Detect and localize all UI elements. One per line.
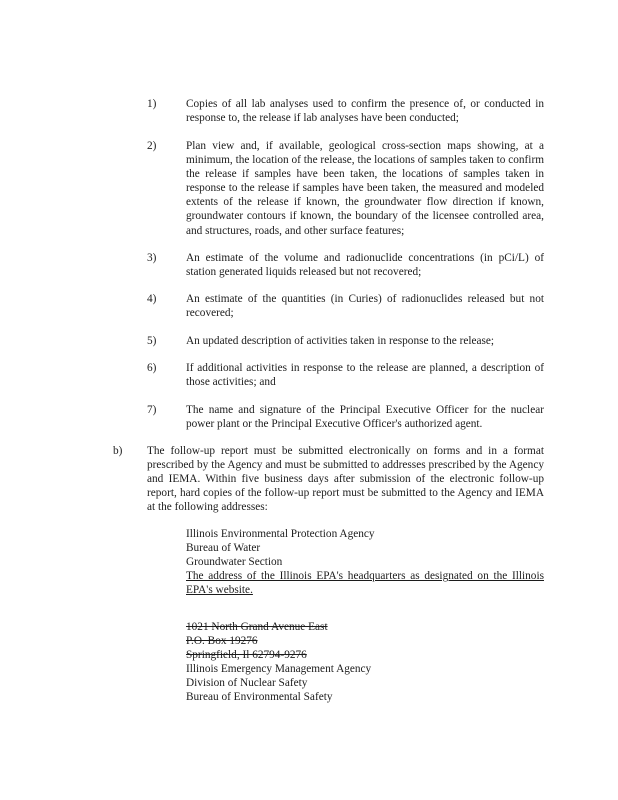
iema-address-line2: Division of Nuclear Safety	[186, 677, 308, 690]
item-4-number: 4)	[147, 293, 157, 305]
item-2-text: Plan view and, if available, geological cross-section maps showing, at a minimum, the location of the release, the locations of samples taken to confirm the release if samples have been taken, the locations of samples taken in response to the release if samples have been taken, the measured and modeled extents of the release if known, the groundwater flow direction if known, groundwater contours if known, the boundary of the licensee controlled area, and structures, roads, and other surface features;	[186, 140, 544, 237]
iepa-address-line3: Groundwater Section	[186, 556, 283, 569]
item-5-text: An updated description of activities taken in response to the release;	[186, 335, 495, 347]
section-b-label: b)	[113, 445, 123, 457]
item-3-number: 3)	[147, 252, 157, 264]
item-4-text: An estimate of the quantities (in Curies) of radionuclides released but not recovered;	[186, 293, 544, 320]
deleted-address-line3: Springfield, Il 62794-9276	[186, 649, 307, 662]
item-3-text: An estimate of the volume and radionuclide concentrations (in pCi/L) of station generated liquids released but not recovered;	[186, 252, 544, 279]
item-6-text: If additional activities in response to the release are planned, a description of those activities; and	[186, 362, 544, 389]
deleted-address	[186, 620, 328, 662]
deleted-address-line1: 1021 North Grand Avenue East	[186, 621, 328, 633]
item-1-number: 1)	[147, 98, 157, 110]
iema-address-line1: Illinois Emergency Management Agency	[186, 663, 372, 675]
section-b-text: The follow-up report must be submitted electronically on forms and in a format prescribed by the Agency and must be submitted to addresses prescribed by the Agency and IEMA. Within five business days after submission of the electronic follow-up report, hard copies of the follow-up report must be submitted to the Agency and IEMA at the following addresses:	[147, 445, 544, 514]
iema-address-line3: Bureau of Environmental Safety	[186, 691, 333, 704]
item-1-text: Copies of all lab analyses used to confirm the presence of, or conducted in response to, the release if lab analyses have been conducted;	[186, 98, 544, 125]
iepa-address	[186, 527, 546, 597]
item-2-number: 2)	[147, 140, 157, 152]
item-7-number: 7)	[147, 404, 157, 416]
item-6-number: 6)	[147, 362, 157, 374]
inserted-headquarters-text: The address of the Illinois EPA's headquarters as designated on the Illinois EPA's website.	[186, 570, 544, 597]
deleted-address-line2: P.O. Box 19276	[186, 635, 258, 648]
iema-address	[186, 662, 371, 704]
item-5-number: 5)	[147, 335, 157, 347]
iepa-address-line2: Bureau of Water	[186, 542, 261, 555]
item-7-text: The name and signature of the Principal Executive Officer for the nuclear power plant or the Principal Executive Officer's authorized agent.	[186, 404, 544, 431]
iepa-address-line1: Illinois Environmental Protection Agency	[186, 528, 375, 540]
